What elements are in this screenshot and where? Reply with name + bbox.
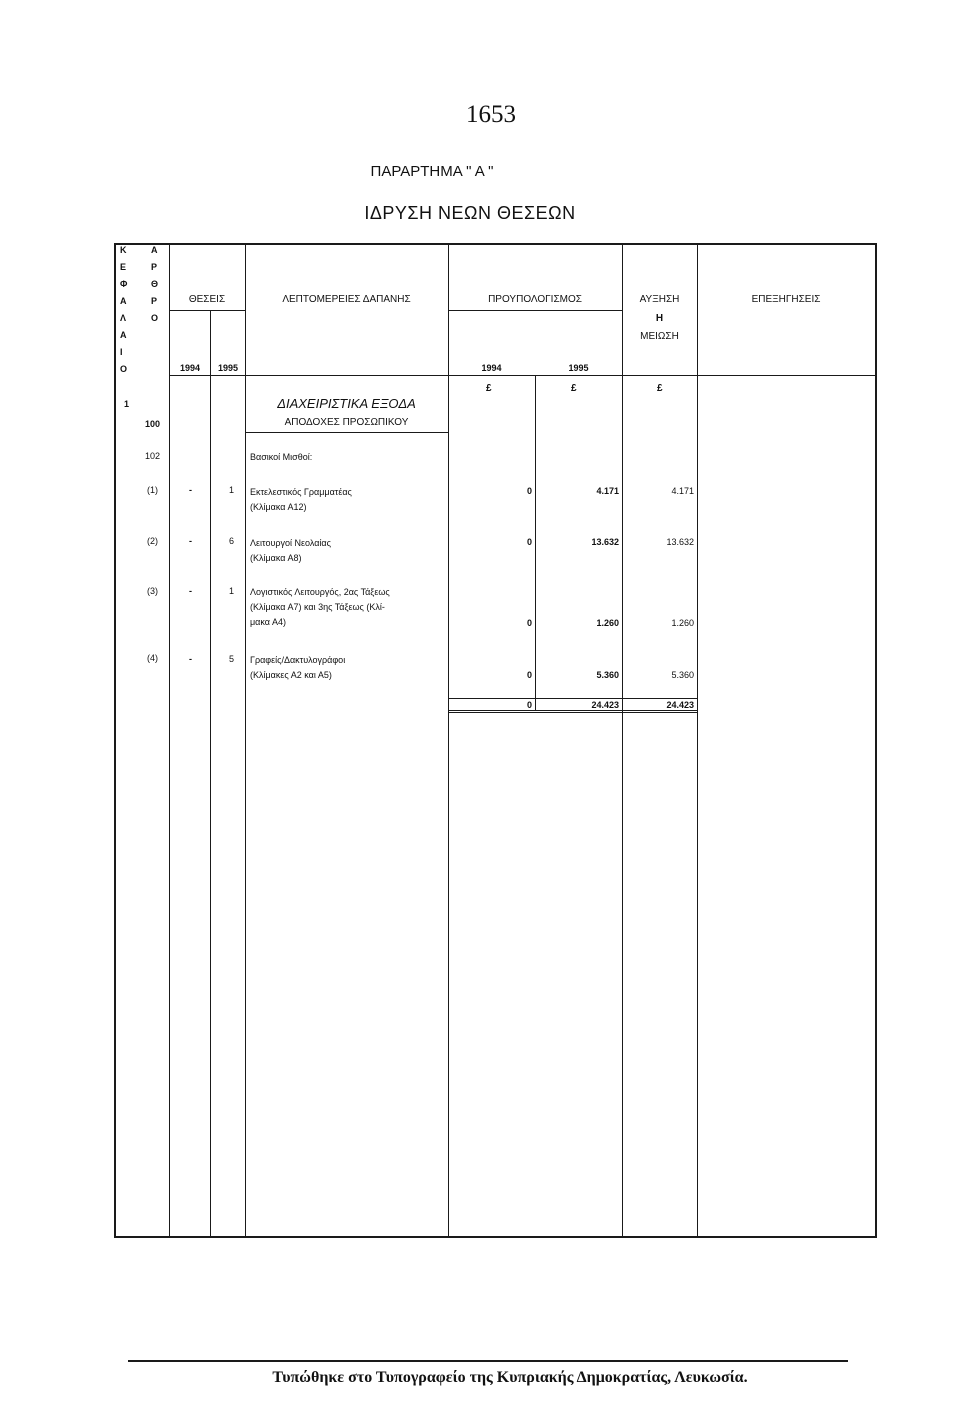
row-description: (Κλίμακες Α2 και Α5): [250, 670, 332, 680]
remarks-header: ΕΠΕΞΗΓΗΣΕΙΣ: [751, 294, 821, 305]
positions-1995: 1: [229, 586, 235, 596]
arthro-letter: Θ: [151, 279, 159, 289]
col-divider: [622, 243, 623, 1238]
year-1994-header: 1994: [179, 363, 201, 373]
row-description: (Κλίμακα Α12): [250, 502, 307, 512]
kefalaio-letter: Φ: [120, 279, 128, 289]
section-title: ΔΙΑΧΕΙΡΙΣΤΙΚΑ ΕΞΟΔΑ: [277, 396, 416, 411]
positions-1995: 5: [229, 654, 235, 664]
row-description: Εκτελεστικός Γραμματέας: [250, 487, 352, 497]
budget-1995-value: 1.260: [596, 618, 619, 628]
budget-1994-value: 0: [526, 670, 532, 680]
row-description: (Κλίμακα Α8): [250, 553, 302, 563]
item-title: Βασικοί Μισθοί:: [250, 452, 313, 462]
budget-1995-header: 1995: [568, 363, 589, 373]
col-divider: [210, 310, 211, 1238]
row-description: (Κλίμακα Α7) και 3ης Τάξεως (Κλί-: [250, 602, 385, 612]
totals-bottom-rule: [448, 712, 697, 713]
positions-1995: 1: [229, 485, 235, 495]
budget-1994-value: 0: [526, 486, 532, 496]
budget-1995-value: 4.171: [596, 486, 619, 496]
kefalaio-letter: Ε: [120, 262, 127, 272]
change-value: 13.632: [666, 537, 694, 547]
budget-1994-header: 1994: [481, 363, 502, 373]
budget-1994-value: 0: [526, 537, 532, 547]
budget-1994-value: 0: [526, 618, 532, 628]
row-description: Γραφείς/Δακτυλογράφοι: [250, 655, 346, 665]
section-subtitle: ΑΠΟΔΟΧΕΣ ΠΡΟΣΩΠΙΚΟΥ: [284, 417, 409, 428]
budget-header: ΠΡΟΥΠΟΛΟΓΙΣΜΟΣ: [488, 294, 582, 305]
currency-symbol: £: [657, 383, 663, 394]
row-description: Λογιστικός Λειτουργός, 2ας Τάξεως: [250, 587, 390, 597]
arthro-letter: Α: [151, 245, 158, 255]
positions-1995: 6: [229, 536, 235, 546]
footer-rule: [128, 1360, 848, 1362]
row-description: Λειτουργοί Νεολαίας: [250, 538, 331, 548]
totals-top-rule: [448, 698, 697, 699]
header-divider: [169, 375, 875, 376]
positions-1994: -: [189, 654, 192, 664]
increase-header-line1: ΑΥΞΗΣΗ: [639, 294, 680, 305]
change-value: 5.360: [671, 670, 694, 680]
positions-1994: -: [189, 485, 192, 495]
year-1995-header: 1995: [217, 363, 239, 373]
positions-1994: -: [189, 586, 192, 596]
currency-symbol: £: [571, 383, 577, 394]
col-divider: [535, 375, 536, 710]
chapter-number: 1: [124, 399, 130, 409]
annex-title: ΠΑΡΑΡΤΗΜΑ " Α ": [370, 163, 494, 180]
printer-footer: Τυπώθηκε στο Τυπογραφείο της Κυπριακής Δημοκρατίας, Λευκωσία.: [272, 1369, 748, 1386]
change-value: 1.260: [671, 618, 694, 628]
article-number: 100: [145, 419, 161, 429]
kefalaio-letter: Α: [120, 296, 127, 306]
positions-1994: -: [189, 536, 192, 546]
main-title: ΙΔΡΥΣΗ ΝΕΩΝ ΘΕΣΕΩΝ: [364, 203, 576, 223]
details-header: ΛΕΠΤΟΜΕΡΕΙΕΣ ΔΑΠΑΝΗΣ: [282, 294, 411, 305]
arthro-letter: Ρ: [151, 262, 158, 272]
total-1995: 24.423: [591, 700, 619, 710]
change-value: 4.171: [671, 486, 694, 496]
row-number: (2): [147, 536, 158, 546]
total-change: 24.423: [666, 700, 694, 710]
col-divider: [245, 243, 246, 1238]
col-divider: [169, 243, 170, 1238]
row-description: μακα Α4): [250, 617, 286, 627]
increase-header-line3: ΜΕΙΩΣΗ: [640, 331, 679, 342]
header-divider: [169, 310, 245, 311]
arthro-letter: Ρ: [151, 296, 158, 306]
header-divider: [448, 310, 622, 311]
col-divider: [448, 243, 449, 1238]
totals-bottom-rule: [448, 710, 697, 711]
total-1994: 0: [526, 700, 532, 710]
currency-symbol: £: [486, 383, 492, 394]
budget-1995-value: 5.360: [596, 670, 619, 680]
kefalaio-letter: Α: [120, 330, 127, 340]
kefalaio-letter: Ο: [120, 364, 128, 374]
kefalaio-letter: Ι: [120, 347, 123, 357]
budget-table: [114, 243, 877, 1238]
row-number: (3): [147, 586, 158, 596]
budget-1995-value: 13.632: [591, 537, 619, 547]
row-number: (4): [147, 653, 158, 663]
increase-header-line2: Η: [655, 313, 664, 324]
theseis-header: ΘΕΣΕΙΣ: [188, 294, 226, 305]
kefalaio-letter: Κ: [120, 245, 127, 255]
col-divider: [697, 243, 698, 1238]
kefalaio-letter: Λ: [120, 313, 127, 323]
arthro-letter: Ο: [151, 313, 159, 323]
item-code: 102: [145, 451, 161, 461]
page-number: 1653: [466, 101, 516, 128]
row-number: (1): [147, 485, 158, 495]
section-divider: [245, 432, 448, 433]
